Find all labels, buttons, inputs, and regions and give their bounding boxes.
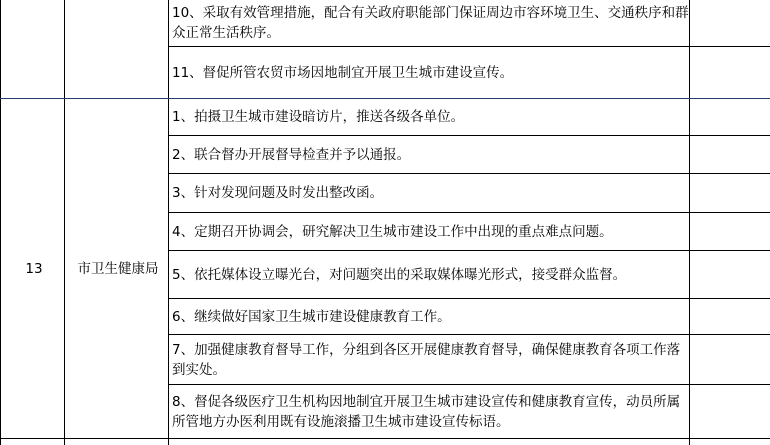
task-cell[interactable]: 4、定期召开协调会，研究解决卫生城市建设工作中出现的重点难点问题。 <box>169 213 690 251</box>
table-row <box>1 99 770 136</box>
remark-cell[interactable] <box>690 299 770 335</box>
task-cell[interactable]: 1、拍摄卫生城市建设暗访片，推送各级各单位。 <box>169 99 690 136</box>
remark-cell[interactable] <box>690 99 770 136</box>
remark-cell[interactable] <box>690 251 770 299</box>
remark-cell[interactable] <box>690 0 770 47</box>
remark-cell[interactable] <box>690 213 770 251</box>
task-cell[interactable]: 11、督促所管农贸市场因地制宜开展卫生城市建设宣传。 <box>169 47 690 99</box>
task-cell[interactable]: 2、联合督办开展督导检查并予以通报。 <box>169 136 690 174</box>
next-department-cell[interactable] <box>65 439 169 445</box>
remark-cell[interactable] <box>690 47 770 99</box>
prev-department-cell[interactable] <box>65 0 169 99</box>
table-row <box>1 439 770 445</box>
task-cell[interactable]: 5、依托媒体设立曝光台，对问题突出的采取媒体曝光形式，接受群众监督。 <box>169 251 690 299</box>
task-cell[interactable]: 8、督促各级医疗卫生机构因地制宜开展卫生城市建设宣传和健康教育宣传，动员所属所管地方办医利用既有设施滚播卫生城市建设宣传标语。 <box>169 385 690 439</box>
remark-cell[interactable] <box>690 335 770 385</box>
task-cell[interactable]: 3、针对发现问题及时发出整改函。 <box>169 174 690 213</box>
next-task-cell[interactable] <box>169 439 690 445</box>
selection-edge <box>0 98 770 99</box>
next-number-cell[interactable] <box>1 439 65 445</box>
prev-number-cell[interactable] <box>1 0 65 99</box>
remark-cell[interactable] <box>690 439 770 445</box>
table-row <box>1 0 770 47</box>
department-cell[interactable]: 市卫生健康局 <box>65 99 169 439</box>
task-cell[interactable]: 7、加强健康教育督导工作，分组到各区开展健康教育督导，确保健康教育各项工作落到实处。 <box>169 335 690 385</box>
remark-cell[interactable] <box>690 385 770 439</box>
task-cell[interactable]: 6、继续做好国家卫生城市建设健康教育工作。 <box>169 299 690 335</box>
task-cell[interactable]: 10、采取有效管理措施，配合有关政府职能部门保证周边市容环境卫生、交通秩序和群众正常生活秩序。 <box>169 0 690 47</box>
remark-cell[interactable] <box>690 136 770 174</box>
row-number-cell[interactable]: 13 <box>1 99 65 439</box>
remark-cell[interactable] <box>690 174 770 213</box>
